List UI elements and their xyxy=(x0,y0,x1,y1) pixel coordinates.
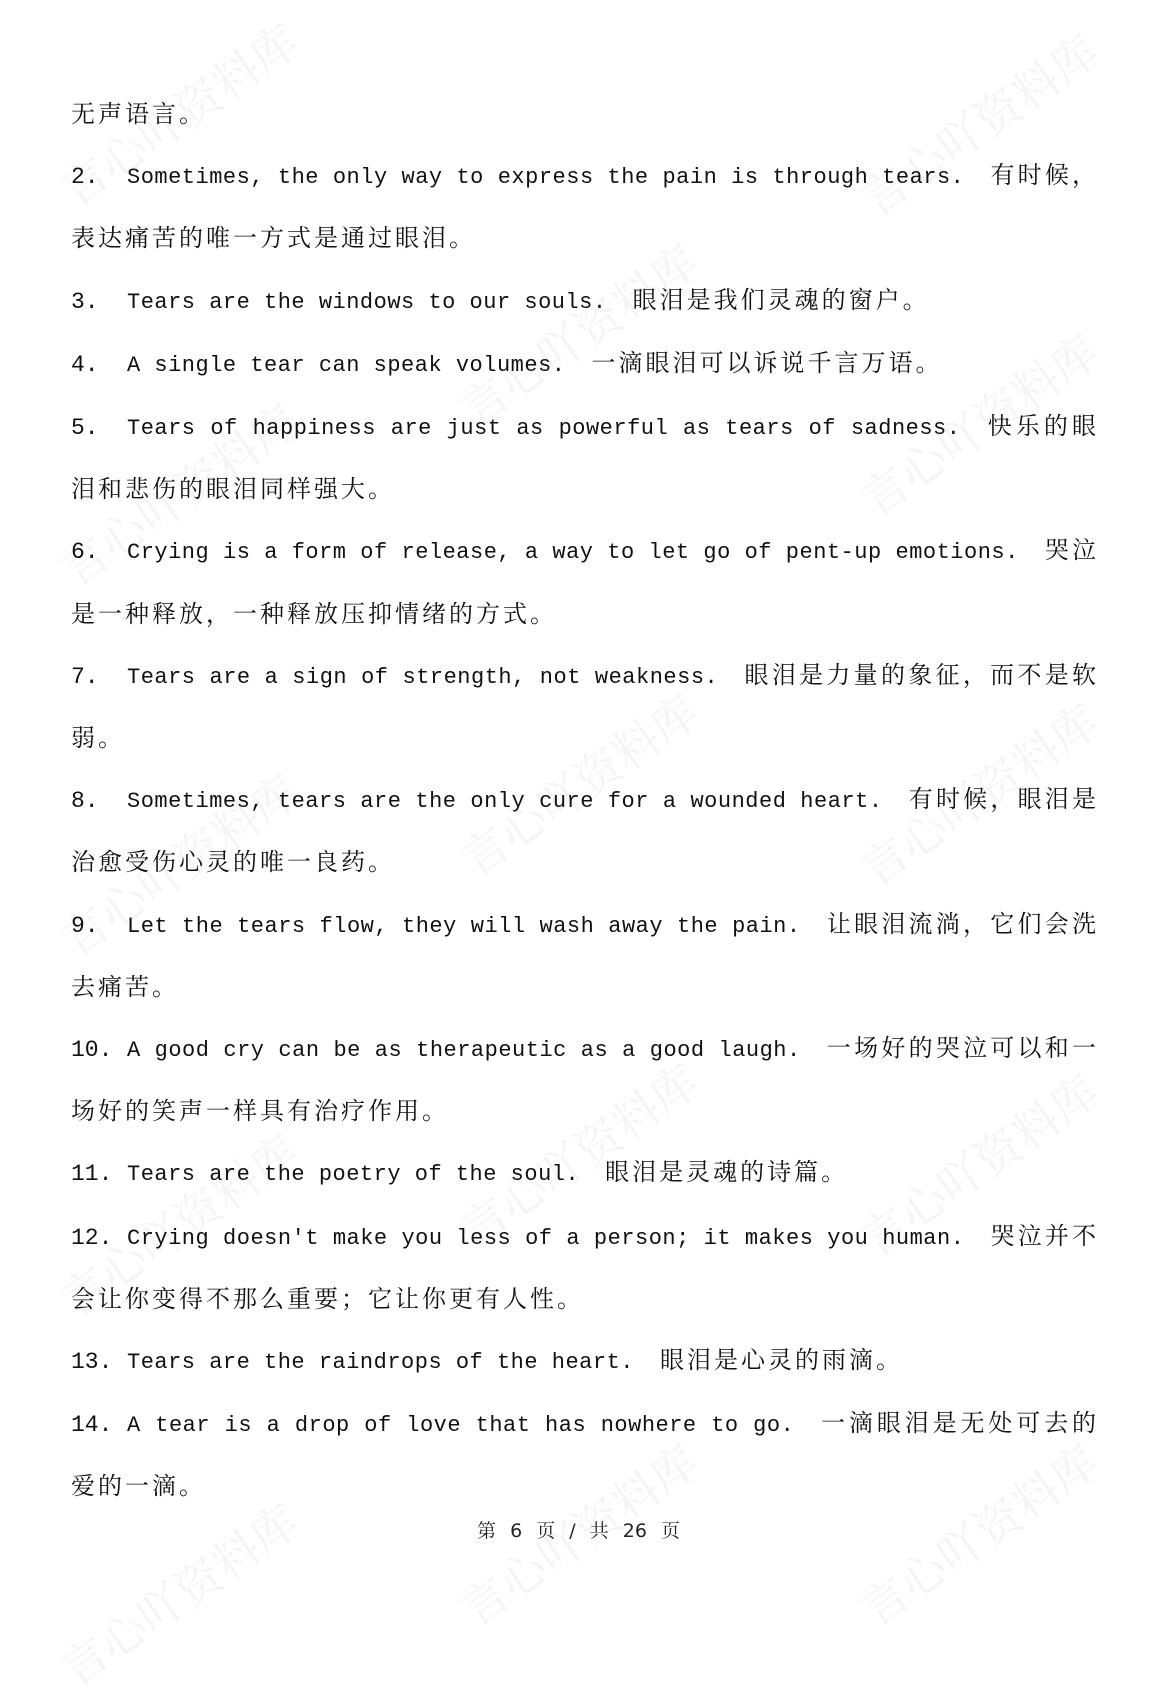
quote-item xyxy=(71,1206,1099,1330)
quote-english: Crying is a form of release, a way to let go of pent-up emotions. xyxy=(127,540,1019,566)
quote-number: 4. xyxy=(71,351,99,378)
quote-number: 9. xyxy=(71,912,99,939)
quote-english: A single tear can speak volumes. xyxy=(127,352,566,378)
continuation-text: 无声语言。 xyxy=(71,100,206,128)
quote-item xyxy=(71,1330,1099,1393)
quote-number: 11. xyxy=(71,1161,113,1188)
quote-number: 8. xyxy=(71,788,99,815)
quote-chinese: 快乐的眼泪和悲伤的眼泪同样强大。 xyxy=(71,412,1099,504)
quote-list xyxy=(71,145,1099,1517)
quote-number: 7. xyxy=(71,663,99,690)
quote-item xyxy=(71,333,1099,396)
quote-number: 2. xyxy=(71,164,99,191)
quote-english: Let the tears flow, they will wash away the pain. xyxy=(127,913,801,939)
quote-item xyxy=(71,645,1099,769)
quote-chinese: 一滴眼泪是无处可去的爱的一滴。 xyxy=(71,1409,1100,1501)
quote-english: Tears are the poetry of the soul. xyxy=(127,1162,580,1188)
quote-chinese: 一场好的哭泣可以和一场好的笑声一样具有治疗作用。 xyxy=(71,1034,1099,1126)
quote-english: Tears are the raindrops of the heart. xyxy=(127,1350,634,1376)
page-footer: 第 6 页 / 共 26 页 xyxy=(477,1520,680,1542)
quote-item xyxy=(71,270,1099,333)
quote-number: 3. xyxy=(71,288,99,315)
quote-english: A tear is a drop of love that has nowhere to go. xyxy=(127,1413,795,1439)
quote-item xyxy=(71,1393,1099,1517)
quote-chinese: 哭泣是一种释放，一种释放压抑情绪的方式。 xyxy=(71,536,1100,628)
quote-number: 5. xyxy=(71,415,99,442)
quote-item xyxy=(71,1142,1099,1205)
quote-english: Tears are the windows to our souls. xyxy=(127,289,607,315)
quote-english: Tears of happiness are just as powerful as tears of sadness. xyxy=(127,416,961,442)
quote-item xyxy=(71,769,1099,893)
quote-chinese: 眼泪是心灵的雨滴。 xyxy=(659,1346,903,1375)
quote-item xyxy=(71,520,1099,644)
quote-english: Crying doesn't make you less of a person; it makes you human. xyxy=(127,1225,965,1251)
quote-number: 13. xyxy=(71,1349,113,1376)
quote-chinese: 让眼泪流淌，它们会洗去痛苦。 xyxy=(71,909,1100,1001)
quote-chinese: 一滴眼泪可以诉说千言万语。 xyxy=(591,348,943,377)
quote-chinese: 有时候，表达痛苦的唯一方式是通过眼泪。 xyxy=(71,161,1099,253)
quote-english: Sometimes, tears are the only cure for a wounded heart. xyxy=(127,789,883,815)
quote-number: 6. xyxy=(71,539,99,566)
quote-number: 14. xyxy=(71,1412,113,1439)
quote-item xyxy=(71,894,1099,1018)
quote-chinese: 有时候，眼泪是治愈受伤心灵的唯一良药。 xyxy=(71,785,1100,877)
document-body xyxy=(71,84,1099,1518)
quote-english: A good cry can be as therapeutic as a good laugh. xyxy=(127,1038,801,1064)
quote-item xyxy=(71,396,1099,520)
quote-english: Sometimes, the only way to express the pain is through tears. xyxy=(127,165,965,191)
quote-item xyxy=(71,145,1099,269)
quote-number: 12. xyxy=(71,1224,113,1251)
quote-number: 10. xyxy=(71,1037,113,1064)
quote-english: Tears are a sign of strength, not weakness. xyxy=(127,664,719,690)
quote-chinese: 眼泪是我们灵魂的窗户。 xyxy=(632,285,930,314)
quote-chinese: 眼泪是力量的象征，而不是软弱。 xyxy=(71,660,1100,753)
quote-chinese: 哭泣并不会让你变得不那么重要；它让你更有人性。 xyxy=(71,1221,1099,1313)
quote-chinese: 眼泪是灵魂的诗篇。 xyxy=(605,1158,849,1187)
quote-item xyxy=(71,1018,1099,1142)
